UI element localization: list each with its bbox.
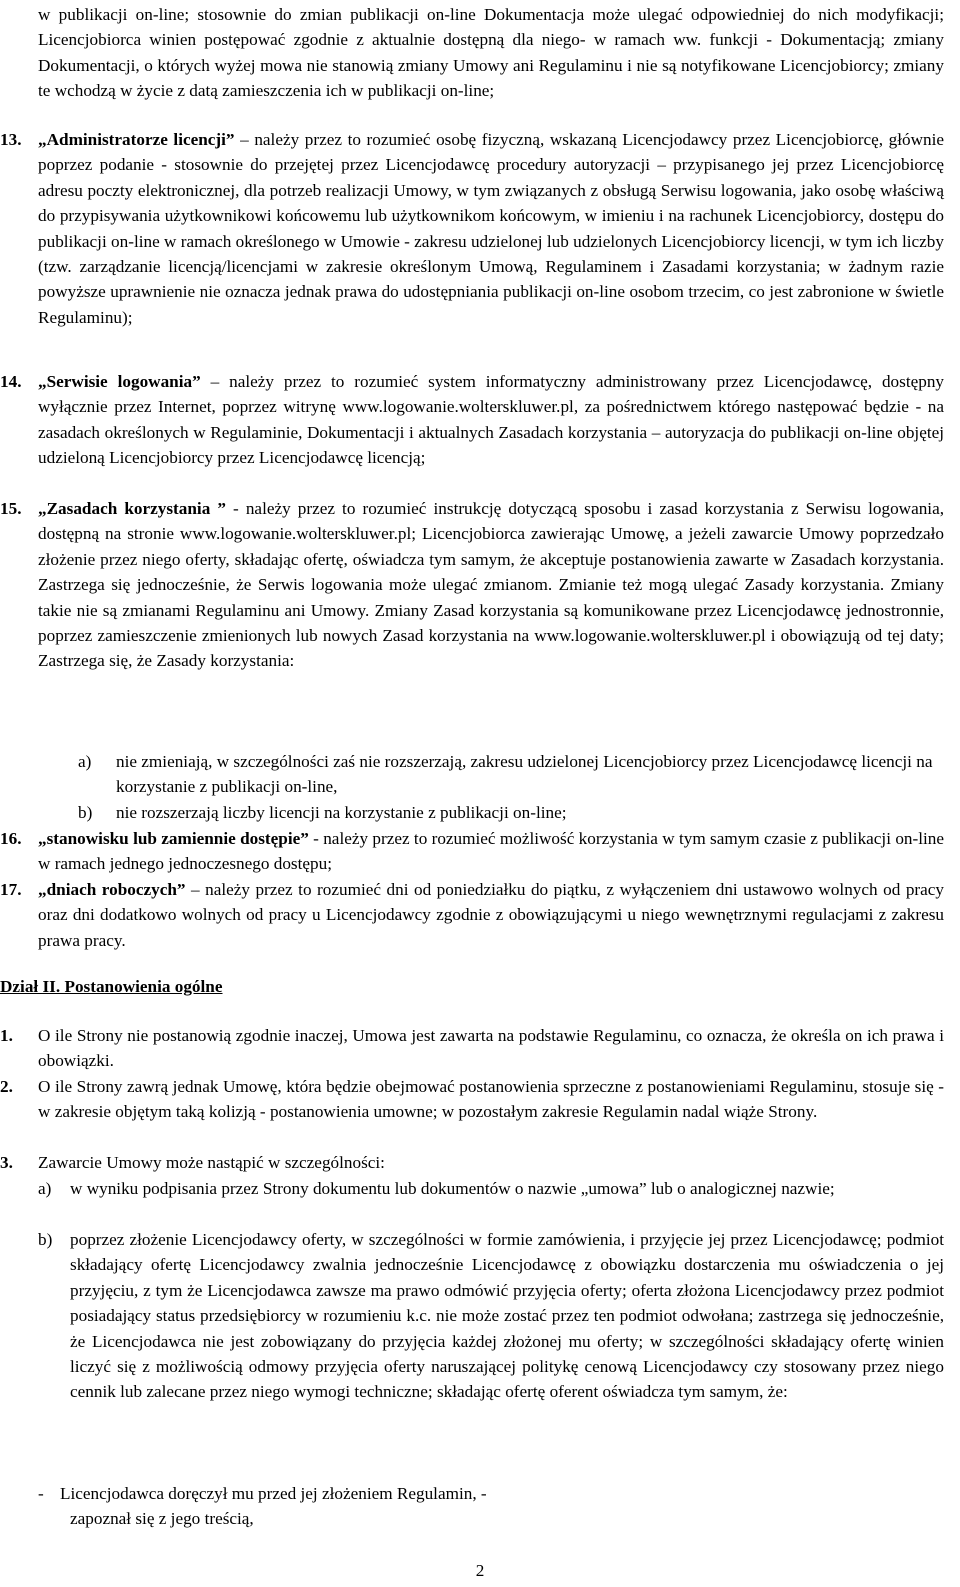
sub-label: a)	[78, 752, 92, 771]
section-heading: Dział II. Postanowienia ogólne	[0, 977, 223, 996]
sub-text: w wyniku podpisania przez Strony dokumentu lub dokumentów o nazwie „umowa” lub o analogicznej nazwie;	[70, 1179, 835, 1198]
sub-text: nie zmieniają, w szczególności zaś nie rozszerzają, zakresu udzielonej Licencjobiorcy przez Licencjodawcę licencji na korzystanie z publikacji on-line,	[116, 752, 933, 797]
item-3-sub-a	[0, 1176, 944, 1201]
dash-line: Licencjodawca doręczył mu przed jej złożeniem Regulamin, -	[60, 1484, 487, 1503]
definition-text: - należy przez to rozumieć instrukcję dotyczącą sposobu i zasad korzystania z Serwisu logowania, dostępną na stronie www.logowanie.wolterskluwer.pl; Licencjobiorca zawierając Umowę, a jeżeli zawarcie Umowy poprzedzało złożenie przez niego oferty, składając ofertę, oświadcza tym samym, że akceptuje postanowienia zawarte w Zasadach korzystania. Zastrzega się jednocześnie, że Serwis logowania może ulegać zmianom. Zmianie też mogą ulegać Zasady korzystania. Zmiany takie nie są zmianami Regulaminu ani Umowy. Zmiany Zasad korzystania są komunikowane przez Licencjodawcę jednostronnie, poprzez zamieszczenie zmienionych lub nowych Zasad korzystania na www.logowanie.wolterskluwer.pl i obowiązują od tej daty; Zastrzega się, że Zasady korzystania:	[38, 499, 944, 671]
definition-text: – należy przez to rozumieć system informatyczny administrowany przez Licencjodawcę, dostępny wyłącznie przez Internet, poprzez witrynę www.logowanie.wolterskluwer.pl, za pośrednictwem którego następować będzie - na zasadach określonych w Regulaminie, Dokumentacji i aktualnych Zasadach korzystania – autoryzacja do publikacji on-line objętej udzieloną Licencjobiorcy przez Licencjodawcę licencją;	[38, 372, 945, 468]
definition-14	[0, 369, 944, 471]
definition-15	[0, 496, 944, 674]
definition-number: 16.	[0, 829, 22, 848]
definition-text: - należy przez to rozumieć możliwość korzystania w tym samym czasie z publikacji on-line w ramach jednego jednoczesnego dostępu;	[38, 829, 944, 874]
section-item-3	[0, 1150, 944, 1175]
sub-label: b)	[78, 803, 93, 822]
definition-number: 15.	[0, 499, 22, 518]
item-number: 3.	[0, 1153, 13, 1172]
definition-body	[38, 127, 944, 330]
definition-text: – należy przez to rozumieć dni od poniedziałku do piątku, z wyłączeniem dni ustawowo wolnych od pracy oraz dni dodatkowo wolnych od pracy u Licencjodawcy zgodnie z obowiązującymi u niego wewnętrznymi regulacjami z zakresu prawa pracy.	[38, 880, 945, 950]
definition-term: „Zasadach korzystania ”	[38, 499, 226, 518]
definition-17	[0, 877, 944, 953]
definition-number: 14.	[0, 372, 22, 391]
dash-label: -	[38, 1484, 44, 1503]
definition-number: 13.	[0, 130, 22, 149]
definition-body	[38, 826, 944, 877]
definition-text: – należy przez to rozumieć osobę fizyczną, wskazaną Licencjodawcy przez Licencjobiorcę, głównie poprzez podanie - stosownie do przejętej przez Licencjodawcę procedury autoryzacji – przypisanego jej przez Licencjobiorcę adresu poczty elektronicznej, dla potrzeb realizacji Umowy, w tym związanych z obsługą Serwisu logowania, jako osobę właściwą do przypisywania użytkownikowi końcowemu lub użytkownikom końcowym, w imieniu i na rachunek Licencjobiorcy, dostępu do publikacji on-line w ramach określonego w Umowie - zakresu udzielonej lub udzielonych Licencjobiorcy licencji, w tym ich liczby (tzw. zarządzanie licencją/licencjami w zakresie określonym Umową, Regulaminem i Zasadami korzystania; w żadnym razie powyższe uprawnienie nie oznacza jednak prawa do udostępniania publikacji on-line osobom trzecim, co jest zabronione w świetle Regulaminu);	[38, 130, 945, 327]
sub-text: nie rozszerzają liczby licencji na korzystanie z publikacji on-line;	[116, 803, 567, 822]
sub-label: a)	[38, 1179, 52, 1198]
definition-term: „dniach roboczych”	[38, 880, 186, 899]
definition-body	[38, 369, 944, 471]
item-number: 1.	[0, 1026, 13, 1045]
sub-text: poprzez złożenie Licencjodawcy oferty, w szczególności w formie zamówienia, i przyjęcie jej przez Licencjodawcę; podmiot składający ofertę Licencjodawcy zwalnia jednocześnie Licencjodawcę z obowiązku dostarczenia mu oświadczenia o jej przyjęciu, z tym że Licencjodawca zawsze ma prawo odmówić przyjęcia oferty; oferta złożona Licencjodawcy przez podmiot posiadający status przedsiębiorcy w rozumieniu k.c. nie może zostać przez ten podmiot odwołana; zastrzega się jednocześnie, że Licencjodawca nie jest zobowiązany do przyjęcia każdej złożonej mu oferty; w szczególności składający ofertę winien liczyć się z możliwością odmowy przyjęcia oferty naruszającej politykę cenową Licencjodawcy czy stosowany przez niego cennik lub zalecane przez niego wymogi techniczne; składając ofertę oferent oświadcza tym samym, że:	[70, 1230, 944, 1402]
sub-label: b)	[38, 1230, 53, 1249]
definition-15-sub-b	[38, 800, 942, 825]
page-number: 2	[475, 1561, 485, 1580]
definition-15-sub-a	[38, 749, 942, 800]
section-item-1	[0, 1023, 944, 1074]
item-text: Zawarcie Umowy może nastąpić w szczególności:	[38, 1153, 385, 1172]
item-text: O ile Strony nie postanowią zgodnie inaczej, Umowa jest zawarta na podstawie Regulaminu, co oznacza, że określa on ich prawa i obowiązki.	[38, 1026, 944, 1071]
definition-13	[0, 127, 944, 330]
intro-paragraph: w publikacji on-line; stosownie do zmian publikacji on-line Dokumentacja może ulegać odpowiedniej do nich modyfikacji; Licencjobiorca winien postępować zgodnie z aktualnie dostępną dla niego- w ramach ww. funkcji - Dokumentacją; zmiany Dokumentacji, o których wyżej mowa nie stanowią zmiany Umowy ani Regulaminu i nie są notyfikowane Licencjobiorcy; zmiany te wchodzą w życie z datą zamieszczenia ich w publikacji on-line;	[38, 5, 944, 101]
definition-term: „Serwisie logowania”	[38, 372, 201, 391]
definition-number: 17.	[0, 880, 22, 899]
dash-item-1	[0, 1481, 944, 1532]
definition-body	[38, 496, 944, 674]
section-item-2	[0, 1074, 944, 1125]
item-number: 2.	[0, 1077, 13, 1096]
definition-term: „Administratorze licencji”	[38, 130, 235, 149]
definition-term: „stanowisku lub zamiennie dostępie”	[38, 829, 309, 848]
definition-body	[38, 877, 944, 953]
item-text: O ile Strony zawrą jednak Umowę, która będzie obejmować postanowienia sprzeczne z postanowieniami Regulaminu, stosuje się - w zakresie objętym taką kolizją - postanowienia umowne; w pozostałym zakresie Regulamin nadal wiąże Strony.	[38, 1077, 944, 1122]
item-3-sub-b	[0, 1227, 944, 1405]
definition-16	[0, 826, 944, 877]
dash-line: zapoznał się z jego treścią,	[70, 1509, 254, 1529]
